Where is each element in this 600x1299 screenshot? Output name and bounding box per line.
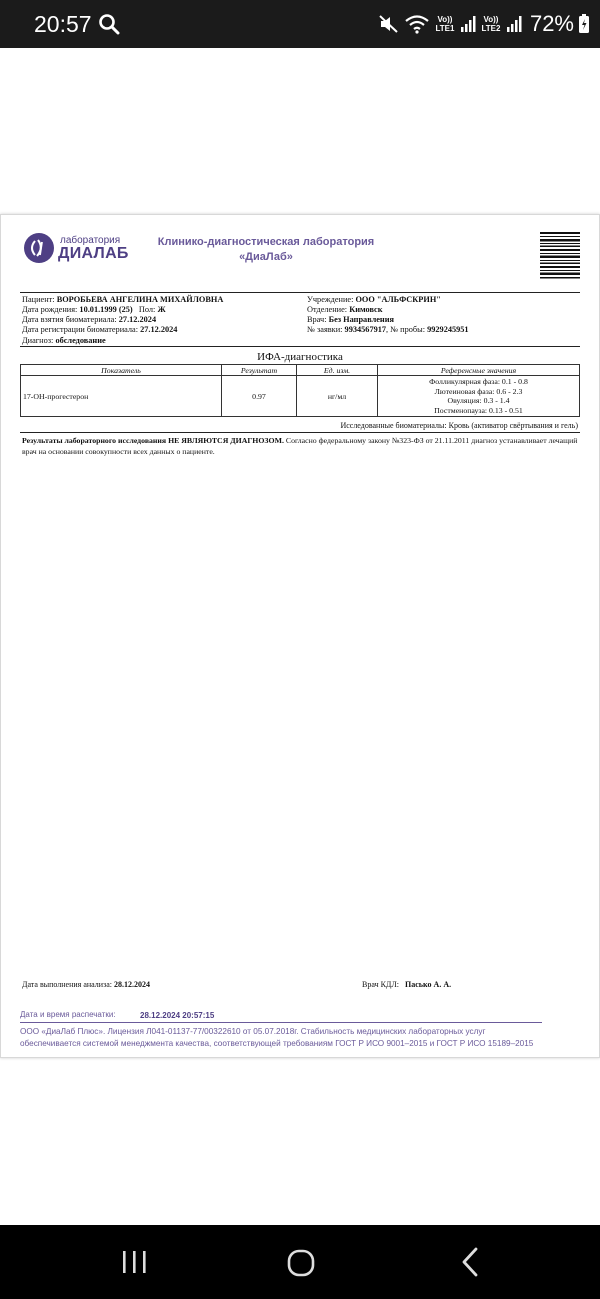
diagnosis: обследование [55,336,106,345]
diagnosis-row: Диагноз: обследование [22,336,106,345]
biomaterial-note: Исследованные биоматериалы: Кровь (активатор свёртывания и гель) [340,421,578,430]
barcode-icon [540,232,580,280]
row-reference: Фолликулярная фаза: 0.1 - 0.8 Лютеиновая фаза: 0.6 - 2.3 Овуляция: 0.3 - 1.4 Постменопауза: 0.13 - 0.51 [378,376,580,417]
header-result: Результат [222,365,297,376]
logo-caption: лаборатория [60,235,121,246]
battery-percent: 72% [529,11,574,36]
row-unit: нг/мл [297,376,378,417]
status-icons [378,10,590,38]
row-indicator: 17-ОН-прогестерон [21,376,222,417]
signal-icon-2 [506,15,522,33]
status-time: 20:57 [34,11,92,37]
license-text: ООО «ДиаЛаб Плюс». Лицензия Л041-01137-77/00322610 от 05.07.2018г. Стабильность медицинских лабораторных услуг обеспечивается системой менеджмента качества, соответствующей требованиям ГОСТ Р ИСО 9001–2015 и ГОСТ Р ИСО 15189–2015 [20,1027,534,1048]
mute-icon [378,14,400,34]
department-name: Кимовск [349,305,383,314]
section-title: ИФА-диагностика [257,351,343,363]
disclaimer-bold: Результаты лабораторного исследования НЕ ЯВЛЯЮТСЯ ДИАГНОЗОМ. [22,436,284,445]
lab-logo-icon [24,233,54,263]
info-divider [20,346,580,347]
department-row: Отделение: Кимовск [307,305,383,314]
table-divider [20,432,580,433]
header-indicator: Показатель [21,365,222,376]
institution-name: ООО "АЛЬФСКРИН" [355,295,441,304]
patient-dob-row: Дата рождения: 10.01.1999 (25) Пол: Ж [22,305,166,314]
home-icon[interactable] [271,1243,331,1283]
doctor-row: Врач: Без Направления [307,315,394,324]
header-reference: Референсные значения [378,365,580,376]
search-icon [98,13,120,35]
execution-date-row: Дата выполнения анализа: 28.12.2024 [22,980,150,989]
header-unit: Ед. изм. [297,365,378,376]
order-row: № заявки: 9934567917, № пробы: 9929245951 [307,325,469,334]
table-row [21,376,580,417]
sample-date: 27.12.2024 [118,315,157,324]
disclaimer-text: Согласно федеральному закону №323-ФЗ от 21.11.2011 диагноз устанавливает лечащий врач на основании совокупности всех данных о пациенте. [22,436,578,456]
execution-date: 28.12.2024 [114,980,150,989]
print-time-label: Дата и время распечатки: [20,1010,116,1019]
lte2-indicator: Vo)) LTE2 [481,15,501,33]
print-time-value: 28.12.2024 20:57:15 [140,1011,215,1020]
patient-dob: 10.01.1999 (25) [79,305,133,314]
row-result: 0.97 [222,376,297,417]
recent-apps-icon[interactable] [104,1243,164,1283]
navigation-bar [0,1225,600,1299]
header-divider [20,292,580,293]
kdl-doctor: Пасько А. А. [405,980,452,989]
results-table [20,364,580,417]
patient-sex: Ж [157,305,166,314]
kdl-doctor-row: Врач КДЛ: Пасько А. А. [362,980,452,989]
referring-doctor: Без Направления [328,315,394,324]
footer-divider [20,1022,542,1023]
lte1-indicator: Vo)) LTE1 [435,15,455,33]
sample-number: 9929245951 [427,325,469,334]
logo-name: ДИАЛАБ [58,245,129,262]
institution-row: Учреждение: ООО "АЛЬФСКРИН" [307,295,441,304]
battery-icon [578,14,590,34]
lab-subtitle: «ДиаЛаб» [239,251,293,263]
table-header-row [21,365,580,376]
sample-date-row: Дата взятия биоматериала: 27.12.2024 [22,315,157,324]
patient-name: ВОРОБЬЕВА АНГЕЛИНА МИХАЙЛОВНА [56,295,224,304]
status-bar [0,0,600,48]
signal-icon [460,15,476,33]
patient-name-row: Пациент: ВОРОБЬЕВА АНГЕЛИНА МИХАЙЛОВНА [22,295,224,304]
reg-date: 27.12.2024 [140,325,178,334]
order-number: 9934567917 [344,325,387,334]
wifi-icon [404,14,430,34]
back-icon[interactable] [440,1243,500,1283]
disclaimer [22,436,582,457]
reg-date-row: Дата регистрации биоматериала: 27.12.2024 [22,325,178,334]
lab-title: Клинико-диагностическая лаборатория [157,236,375,248]
